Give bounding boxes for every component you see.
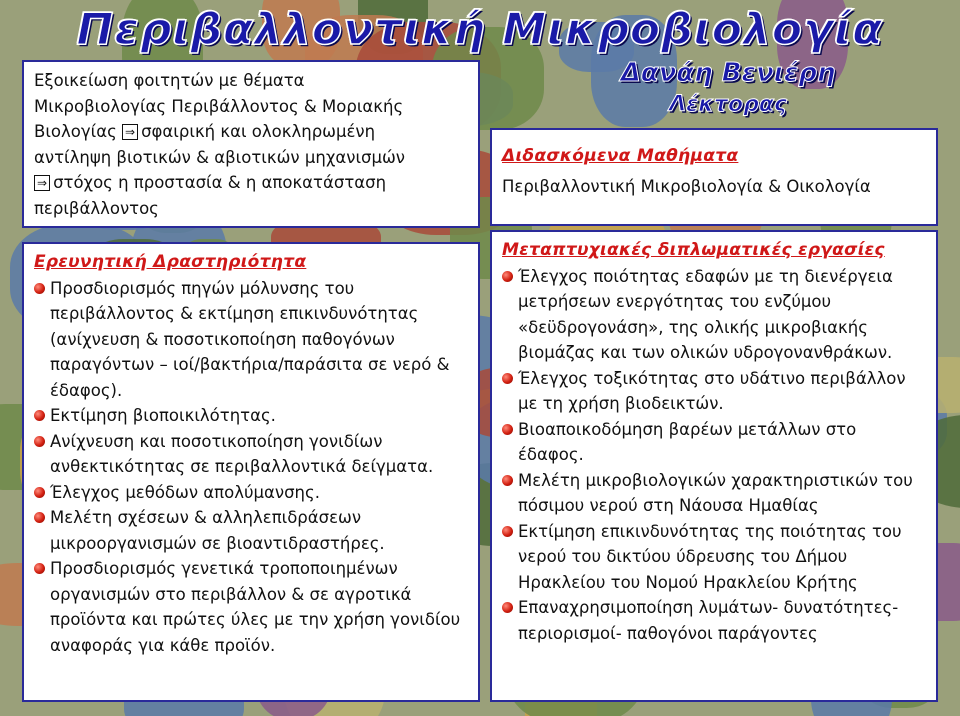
list-item [502,366,926,417]
list-item-text: Μελέτη μικροβιολογικών χαρακτηριστικών του πόσιμου νερού στη Νάουσα Ημαθίας [518,470,913,515]
red-ball-bullet-icon [502,602,513,613]
msc-heading: Μεταπτυχιακές διπλωματικές εργασίες [502,240,885,260]
red-ball-bullet-icon [34,487,45,498]
intro-panel [22,60,480,228]
list-item-text: Επαναχρησιμοποίηση λυμάτων- δυνατότητες- περιορισμοί- παθογόνοι παράγοντες [518,598,899,643]
research-panel [22,242,480,702]
red-ball-bullet-icon [502,271,513,282]
list-item [34,276,468,404]
research-list [34,276,468,659]
intro-line: αντίληψη βιοτικών & αβιοτικών μηχανισμών [34,147,406,167]
intro-line: περιβάλλοντος [34,198,159,218]
red-ball-bullet-icon [34,563,45,574]
author-name: Δανάη Βενιέρη [620,58,836,88]
red-ball-bullet-icon [34,410,45,421]
intro-arrow-text: στόχος η προστασία & η αποκατάσταση [53,173,387,192]
red-ball-bullet-icon [502,475,513,486]
red-ball-bullet-icon [34,512,45,523]
red-ball-bullet-icon [34,436,45,447]
red-ball-bullet-icon [502,424,513,435]
list-item [502,417,926,468]
list-item [34,505,468,556]
list-item-text: Προσδιορισμός πηγών μόλυνσης του περιβάλλοντος & εκτίμηση επικινδυνότητας (ανίχνευση & ποσοτικοποίηση παθογόνων παραγόντων – ιοί/βακτήρια/παράσιτα σε νερό & έδαφος). [50,278,450,400]
teaching-panel [490,128,938,226]
list-item-text: Μελέτη σχέσεων & αλληλεπιδράσεων μικροοργανισμών σε βιοαντιδραστήρες. [50,508,385,553]
red-ball-bullet-icon [502,526,513,537]
list-item-text: Έλεγχος μεθόδων απολύμανσης. [50,482,320,502]
intro-line-text: Βιολογίας [34,122,117,141]
teaching-heading: Διδασκόμενα Μαθήματα [502,146,739,166]
list-item-text: Εκτίμηση επικινδυνότητας της ποιότητας του νερού του δικτύου ύδρευσης του Δήμου Ηρακλείου του Νομού Ηρακλείου Κρήτης [518,521,902,592]
teaching-text: Περιβαλλοντική Μικροβιολογία & Οικολογία [502,176,871,196]
list-item [502,468,926,519]
list-item-text: Εκτίμηση βιοποικιλότητας. [50,406,276,425]
list-item [34,429,468,480]
list-item [34,480,468,506]
red-ball-bullet-icon [502,373,513,384]
arrow-box-icon: ⇒ [122,124,138,140]
research-heading: Ερευνητική Δραστηριότητα [34,252,307,272]
list-item [34,403,468,429]
list-item-text: Έλεγχος ποιότητας εδαφών με τη διενέργεια μετρήσεων ενεργότητας του ενζύμου «δεϋδρογονάση», της ολικής μικροβιακής βιομάζας και των ολικών υδρογονανθράκων. [518,266,893,362]
list-item-text: Ανίχνευση και ποσοτικοποίηση γονιδίων ανθεκτικότητας σε περιβαλλοντικά δείγματα. [50,431,434,476]
list-item-text: Έλεγχος τοξικότητας στο υδάτινο περιβάλλον με τη χρήση βιοδεικτών. [518,368,906,413]
list-item-text: Προσδιορισμός γενετικά τροποποιημένων οργανισμών στο περιβάλλον & σε αγροτικά προϊόντα και πρώτες ύλες με την χρήση γονιδίου αναφοράς για κάθε προϊόν. [50,559,461,655]
msc-list [502,264,926,647]
red-ball-bullet-icon [34,283,45,294]
list-item [502,519,926,596]
intro-line: Εξοικείωση φοιτητών με θέματα [34,71,305,90]
intro-line [34,119,468,145]
intro-arrow-text: σφαιρική και ολοκληρωμένη [141,122,376,141]
author-role: Λέκτορας [669,92,787,117]
list-item [502,595,926,646]
list-item-text: Βιοαποικοδόμηση βαρέων μετάλλων στο έδαφος. [518,419,857,464]
intro-line: Μικροβιολογίας Περιβάλλοντος & Μοριακής [34,96,404,116]
msc-panel [490,230,938,702]
list-item [502,264,926,366]
arrow-box-icon: ⇒ [34,175,50,191]
intro-line [34,170,468,196]
list-item [34,556,468,658]
page-title: Περιβαλλοντική Μικροβιολογία [76,4,884,55]
